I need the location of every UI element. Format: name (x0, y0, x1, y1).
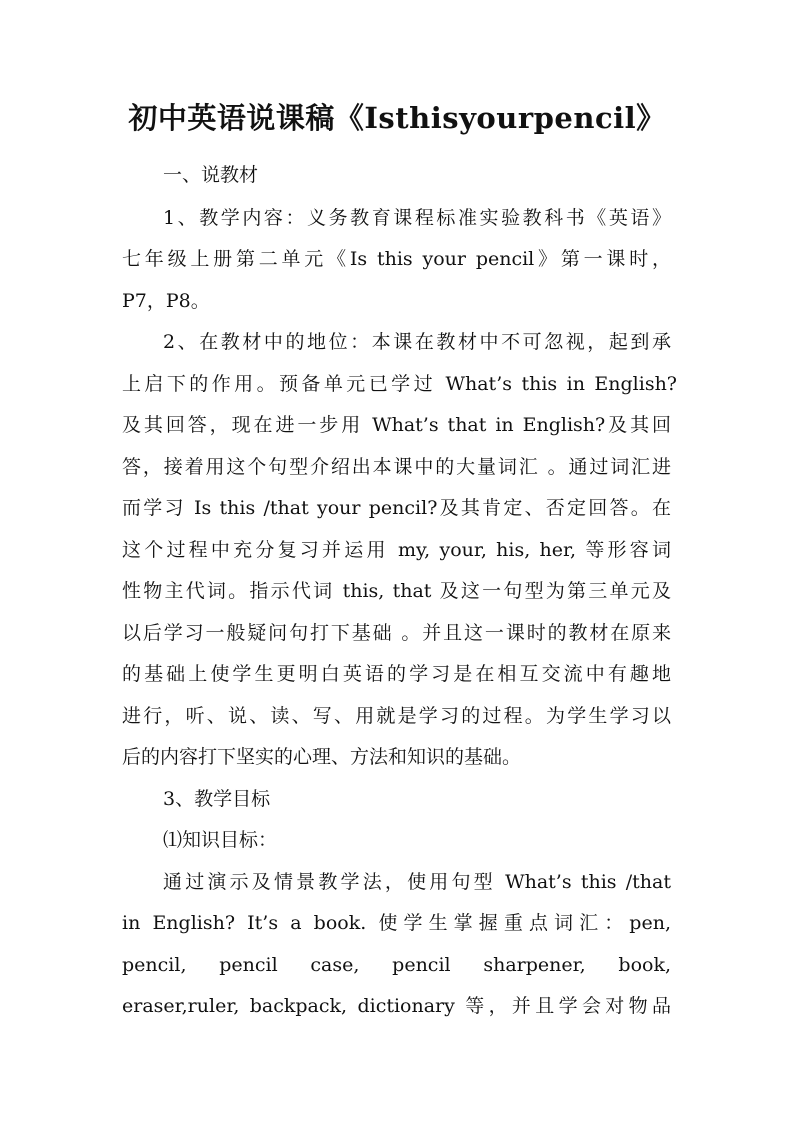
paragraph-line: 的基础上使学生更明白英语的学习是在相互交流中有趣地 (122, 663, 671, 685)
paragraph-line: 上启下的作用。预备单元已学过 What’s this in English? (122, 373, 677, 395)
paragraph-line: in English? It’s a book. 使学生掌握重点词汇：pen, (122, 912, 671, 934)
section-heading-objectives: 3、教学目标 (163, 788, 271, 810)
paragraph-line: 通过演示及情景教学法，使用句型 What’s this /that (163, 871, 671, 893)
subheading-knowledge: ⑴知识目标： (163, 829, 278, 851)
paragraph-line: 七年级上册第二单元《Is this your pencil》第一课时， (122, 248, 671, 270)
paragraph-line: 这个过程中充分复习并运用 my, your, his, her, 等形容词 (122, 539, 671, 561)
paragraph-line: 而学习 Is this /that your pencil?及其肯定、否定回答。在 (122, 497, 671, 519)
paragraph-line: 以后学习一般疑问句打下基础 。并且这一课时的教材在原来 (122, 622, 671, 644)
paragraph-line: eraser,ruler, backpack, dictionary 等，并且学会对物品 (122, 995, 671, 1017)
paragraph-line: pencil, pencil case, pencil sharpener, book, (122, 954, 671, 976)
paragraph-line: 进行，听、说、读、写、用就是学习的过程。为学生学习以 (122, 705, 671, 727)
paragraph-line: 1、教学内容：义务教育课程标准实验教科书《英语》 (163, 207, 671, 229)
paragraph-line: 性物主代词。指示代词 this, that 及这一句型为第三单元及 (122, 580, 671, 602)
document-title: 初中英语说课稿《Isthisyourpencil》 (128, 101, 666, 135)
paragraph-line: 后的内容打下坚实的心理、方法和知识的基础。 (122, 746, 522, 768)
paragraph-line: P7，P8。 (122, 290, 210, 312)
paragraph-line: 及其回答，现在进一步用 What’s that in English?及其回 (122, 414, 671, 436)
paragraph-line: 2、在教材中的地位：本课在教材中不可忽视，起到承 (163, 331, 671, 353)
section-heading-textbook: 一、说教材 (163, 164, 259, 186)
paragraph-line: 答，接着用这个句型介绍出本课中的大量词汇 。通过词汇进 (122, 456, 671, 478)
